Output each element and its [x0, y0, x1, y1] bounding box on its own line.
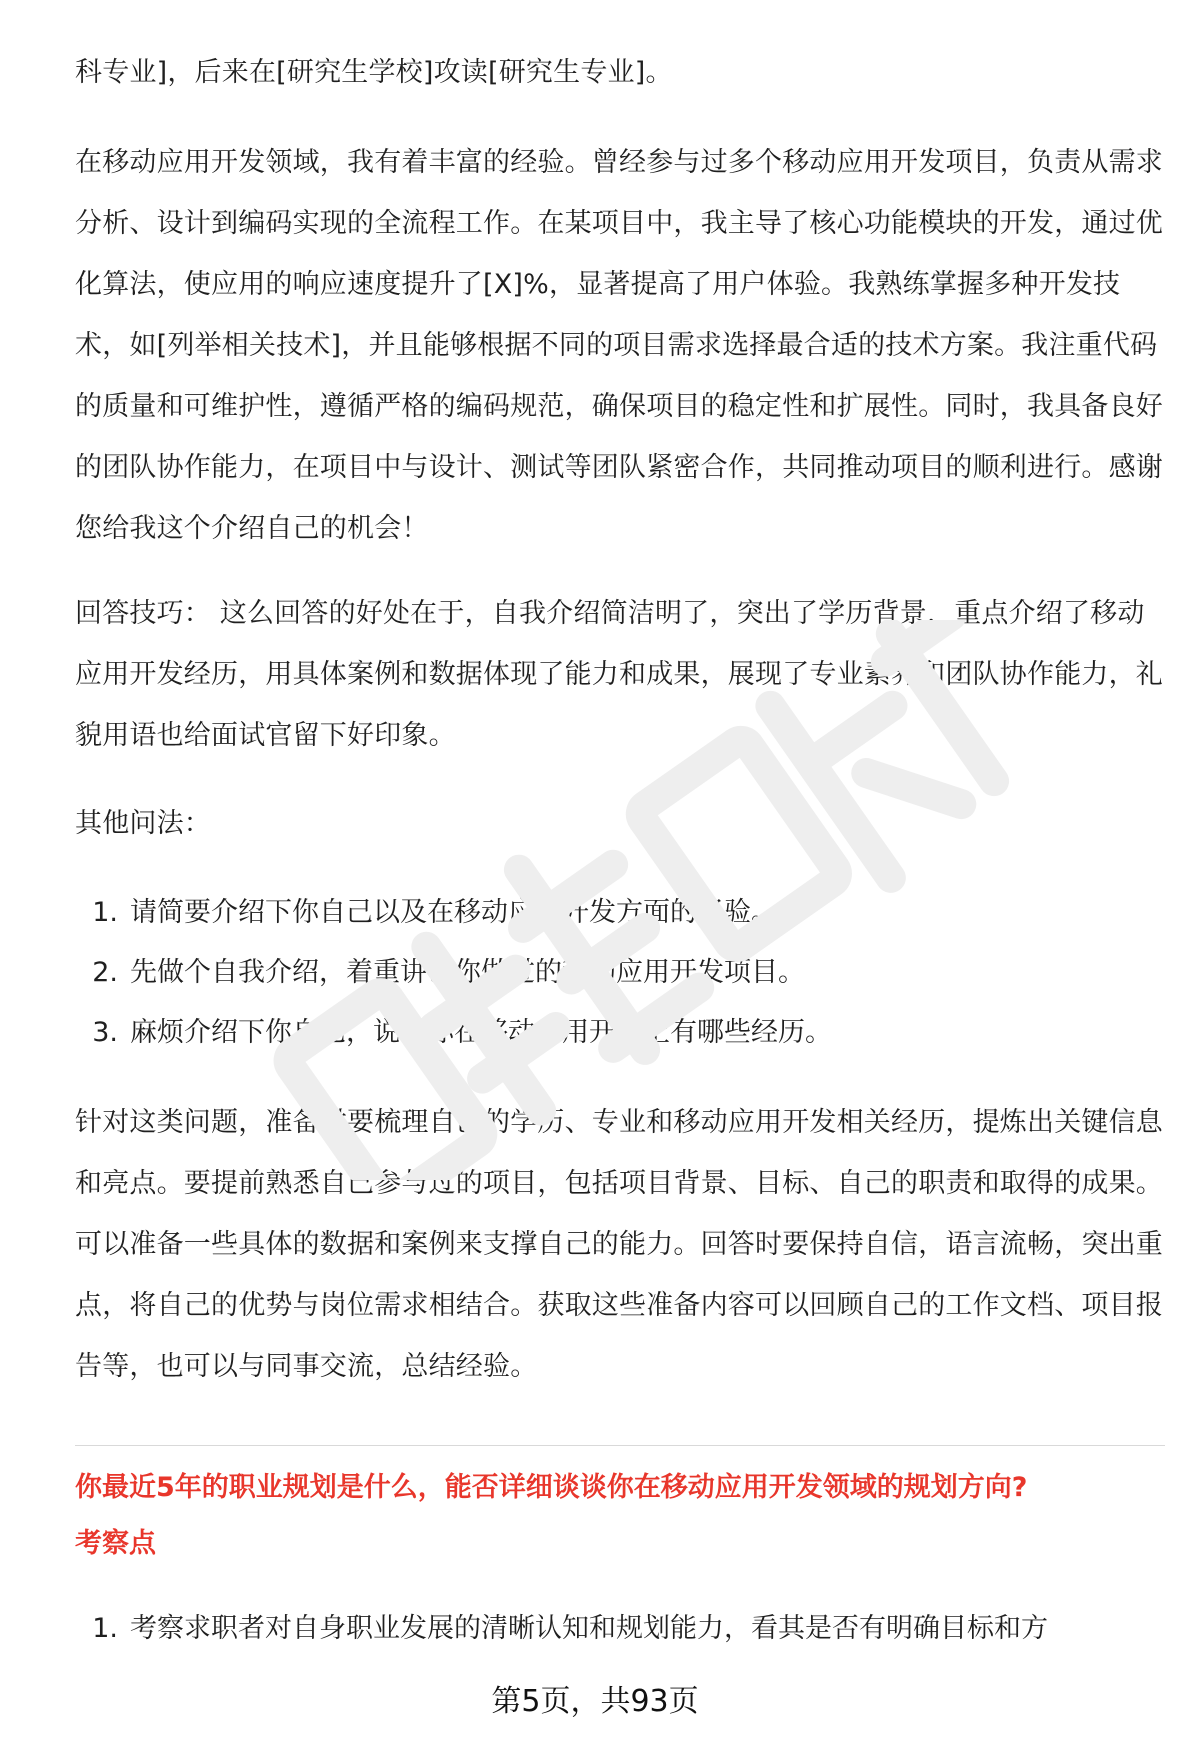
list-item: [75, 1003, 1165, 1063]
list-item: [75, 943, 1165, 1003]
list-number: 1.: [92, 897, 118, 928]
paragraph-experience: 在移动应用开发领域，我有着丰富的经验。曾经参与过多个移动应用开发项目，负责从需求分析、设计到编码实现的全流程工作。在某项目中，我主导了核心功能模块的开发，通过优化算法，使应用的响应速度提升了[X]%，显著提高了用户体验。我熟练掌握多种开发技术，如[列举相关技术]，并且能够根据不同的项目需求选择最合适的技术方案。我注重代码的质量和可维护性，遵循严格的编码规范，确保项目的稳定性和扩展性。同时，我具备良好的团队协作能力，在项目中与设计、测试等团队紧密合作，共同推动项目的顺利进行。感谢您给我这个介绍自己的机会！: [75, 147, 1163, 544]
list-number: 3.: [92, 1017, 118, 1048]
list-item-text: 请简要介绍下你自己以及在移动应用开发方面的经验。: [130, 897, 778, 928]
list-item-text: 麻烦介绍下你自己，说说你在移动应用开发上有哪些经历。: [130, 1017, 832, 1048]
page-number-footer: 第5页，共93页: [491, 1684, 699, 1719]
list-number: 1.: [92, 1613, 118, 1644]
list-item-text: 考察求职者对自身职业发展的清晰认知和规划能力，看其是否有明确目标和方: [130, 1613, 1048, 1644]
list-item: [75, 1599, 1165, 1659]
paragraph-answer-tips: 回答技巧： 这么回答的好处在于，自我介绍简洁明了，突出了学历背景，重点介绍了移动应用开发经历，用具体案例和数据体现了能力和成果，展现了专业素养和团队协作能力，礼貌用语也给面试官留下好印象。: [75, 598, 1163, 751]
examination-points-list: [75, 1599, 1165, 1659]
paragraph-preparation-advice: 针对这类问题，准备时要梳理自己的学历、专业和移动应用开发相关经历，提炼出关键信息和亮点。要提前熟悉自己参与过的项目，包括项目背景、目标、自己的职责和取得的成果。可以准备一些具体的数据和案例来支撑自己的能力。回答时要保持自信，语言流畅，突出重点，将自己的优势与岗位需求相结合。获取这些准备内容可以回顾自己的工作文档、项目报告等，也可以与同事交流，总结经验。: [75, 1107, 1163, 1382]
next-question-heading: 你最近5年的职业规划是什么，能否详细谈谈你在移动应用开发领域的规划方向?: [75, 1472, 1028, 1503]
other-questions-list: [75, 883, 1165, 1063]
section-divider: [75, 1445, 1165, 1446]
list-item: [75, 883, 1165, 943]
list-item-text: 先做个自我介绍，着重讲讲你做过的移动应用开发项目。: [130, 957, 805, 988]
paragraph-other-ways-heading: 其他问法：: [75, 808, 211, 839]
list-number: 2.: [92, 957, 118, 988]
paragraph-education: 科专业]，后来在[研究生学校]攻读[研究生专业]。: [75, 57, 673, 88]
document-page: [75, 0, 1165, 1755]
examination-points-heading: 考察点: [75, 1528, 156, 1559]
